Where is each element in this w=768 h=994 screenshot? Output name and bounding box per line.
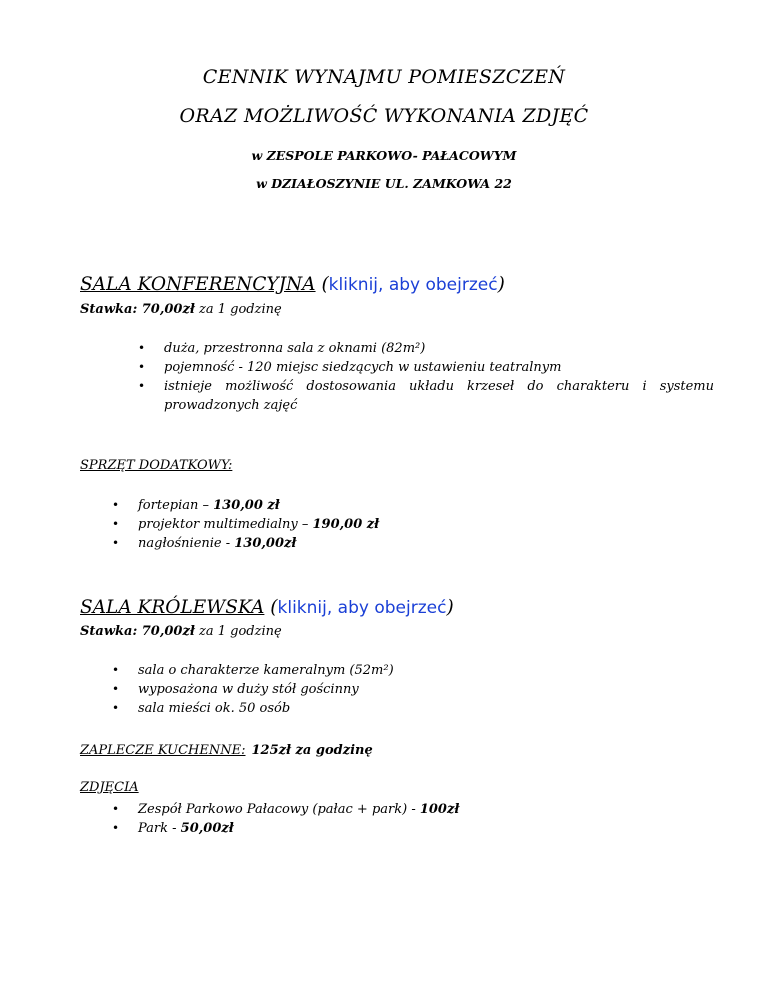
section-zaplecze-kuchenne xyxy=(80,743,373,758)
bullet-icon: • xyxy=(112,701,120,715)
bullet-icon: • xyxy=(112,663,120,677)
sala-krolewska-name: SALA KRÓLEWSKA xyxy=(80,597,265,618)
sala-konferencyjna-rate xyxy=(80,302,282,317)
bullet-icon: • xyxy=(112,536,120,550)
document-title-line-1: CENNIK WYNAJMU POMIESZCZEŃ xyxy=(202,66,566,88)
price: 130,00zł xyxy=(234,536,297,551)
list-item: • wyposażona w duży stół gościnny xyxy=(112,682,359,697)
rate-label: Stawka: 70,00zł xyxy=(80,624,195,639)
link-paren-open: ( xyxy=(270,597,278,618)
list-item: • fortepian – 130,00 zł xyxy=(112,498,280,513)
rate-label: Stawka: 70,00zł xyxy=(80,302,195,317)
list-item: • pojemność - 120 miejsc siedzących w ustawieniu teatralnym xyxy=(138,360,562,375)
list-item: • istnieje możliwość dostosowania układu krzeseł do charakteru i systemu prowadzonych zajęć xyxy=(138,379,714,413)
list-item: • Zespół Parkowo Pałacowy (pałac + park) - 100zł xyxy=(112,802,460,817)
section-title-sala-konferencyjna xyxy=(80,274,505,295)
document-subtitle-line-2: w DZIAŁOSZYNIE UL. ZAMKOWA 22 xyxy=(256,176,512,191)
bullet-icon: • xyxy=(138,360,146,374)
price: 50,00zł xyxy=(180,821,234,836)
list-item: • projektor multimedialny – 190,00 zł xyxy=(112,517,380,532)
view-sala-konferencyjna-link[interactable]: kliknij, aby obejrzeć xyxy=(328,275,498,295)
bullet-icon: • xyxy=(112,517,120,531)
link-paren-close: ) xyxy=(446,597,454,618)
bullet-icon: • xyxy=(112,682,120,696)
bullet-icon: • xyxy=(112,498,120,512)
section-title-sprzet-dodatkowy: SPRZĘT DODATKOWY: xyxy=(80,458,233,473)
list-item: • duża, przestronna sala z oknami (82m²) xyxy=(138,341,426,356)
sala-krolewska-features xyxy=(112,661,672,718)
zaplecze-title: ZAPLECZE KUCHENNE: xyxy=(80,743,246,758)
bullet-icon: • xyxy=(112,821,120,835)
link-paren-close: ) xyxy=(497,274,505,295)
bullet-icon: • xyxy=(138,341,146,355)
sala-krolewska-rate xyxy=(80,624,282,639)
section-title-sala-krolewska xyxy=(80,597,454,618)
list-item: • Park - 50,00zł xyxy=(112,821,234,836)
sala-konferencyjna-features xyxy=(138,339,714,415)
price: 100zł xyxy=(419,802,460,817)
rate-suffix: za 1 godzinę xyxy=(194,302,282,317)
rate-suffix: za 1 godzinę xyxy=(194,624,282,639)
view-sala-krolewska-link[interactable]: kliknij, aby obejrzeć xyxy=(277,598,447,618)
sala-konferencyjna-name: SALA KONFERENCYJNA xyxy=(80,274,316,295)
price: 130,00 zł xyxy=(213,498,280,513)
price: 190,00 zł xyxy=(312,517,380,532)
zaplecze-price: 125zł za godzinę xyxy=(251,743,373,758)
sprzet-list xyxy=(112,496,672,553)
bullet-icon: • xyxy=(112,802,120,816)
section-title-zdjecia: ZDJĘCIA xyxy=(80,780,139,795)
bullet-icon: • xyxy=(138,379,146,393)
list-item: • sala mieści ok. 50 osób xyxy=(112,701,291,716)
zdjecia-list xyxy=(112,800,672,838)
document-title-line-2: ORAZ MOŻLIWOŚĆ WYKONANIA ZDJĘĆ xyxy=(179,105,589,127)
list-item: • sala o charakterze kameralnym (52m²) xyxy=(112,663,394,678)
list-item: • nagłośnienie - 130,00zł xyxy=(112,536,297,551)
link-paren-open: ( xyxy=(321,274,329,295)
document-subtitle-line-1: w ZESPOLE PARKOWO- PAŁACOWYM xyxy=(251,148,517,163)
